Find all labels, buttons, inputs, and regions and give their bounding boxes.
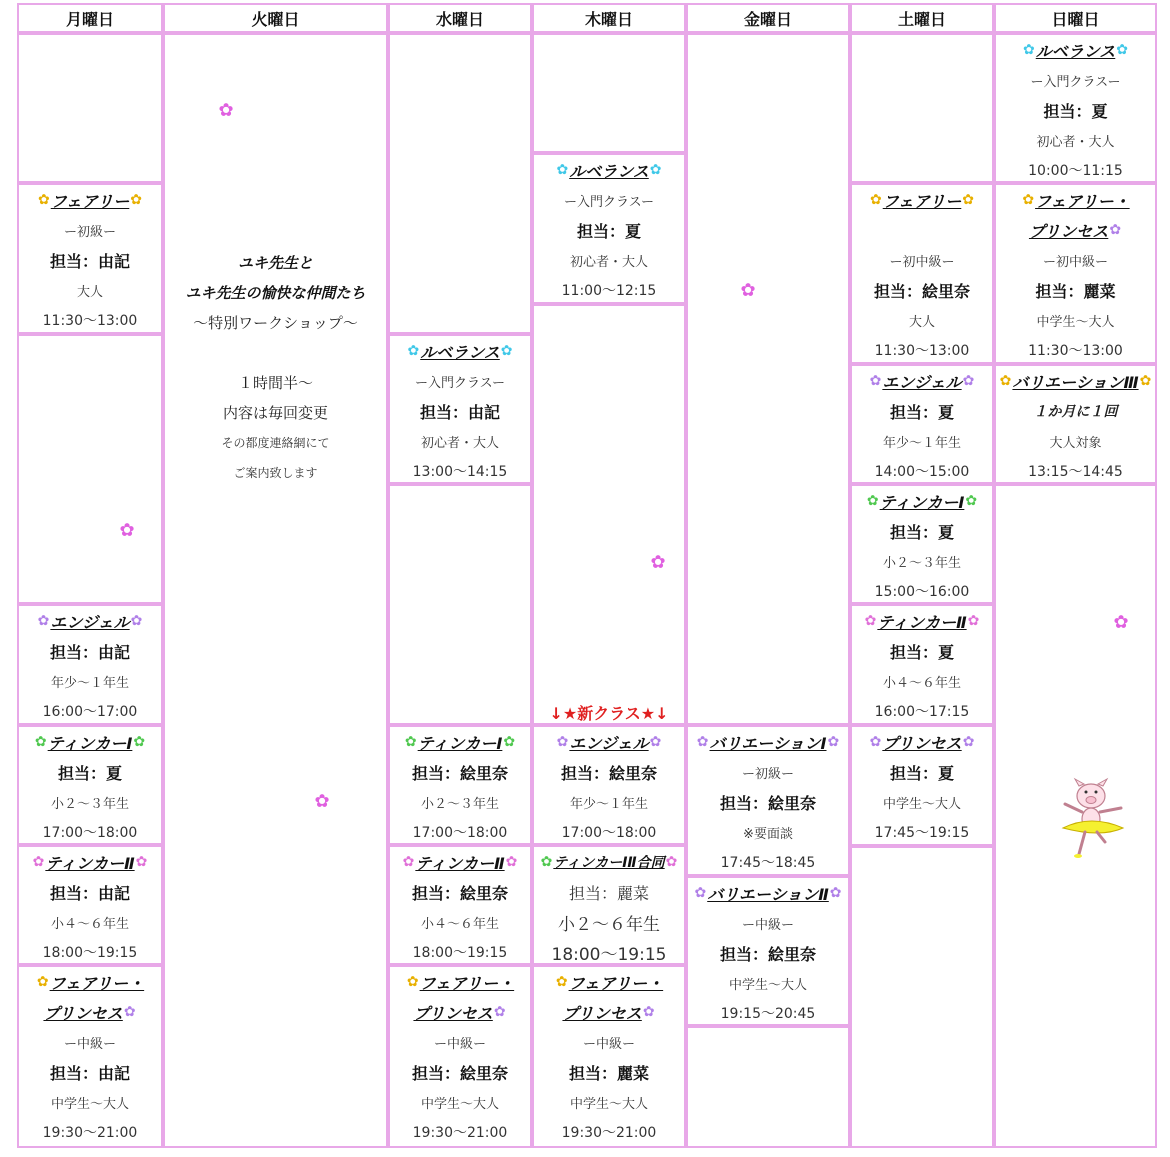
- column-wednesday: [388, 3, 532, 1148]
- class-teacher: 担当：夏: [889, 402, 954, 422]
- class-time: 16:00〜17:15: [874, 704, 970, 720]
- class-level: ー初中級ー: [1042, 254, 1108, 270]
- day-header-tuesday: 火曜日: [163, 3, 388, 33]
- class-title: ティンカーⅡ: [877, 612, 967, 632]
- class-target: 大人: [908, 314, 935, 330]
- class-target: 中学生〜大人: [569, 1096, 648, 1112]
- flower-icon: ✿: [406, 974, 419, 990]
- class-time: 10:00〜11:15: [1028, 163, 1123, 179]
- class-cell-mon-tinker1[interactable]: [17, 725, 163, 845]
- flower-icon: ✿: [696, 734, 709, 750]
- class-time: 16:00〜17:00: [42, 704, 138, 720]
- class-cell-mon-angel[interactable]: [17, 604, 163, 725]
- class-cell-sun-leverance[interactable]: [994, 33, 1157, 183]
- class-title: ティンカーⅠⅡ合同: [553, 855, 665, 871]
- class-teacher: 担当：麗菜: [568, 883, 649, 903]
- class-time: 13:00〜14:15: [412, 464, 508, 480]
- class-title: バリエーションⅠ: [709, 733, 827, 753]
- flower-icon: ✿: [962, 734, 975, 750]
- class-teacher: 担当：絵里奈: [411, 883, 508, 903]
- class-title-2: プリンセス: [413, 1003, 493, 1023]
- flower-icon: ✿: [869, 734, 882, 750]
- class-cell-thu-angel[interactable]: [532, 725, 686, 845]
- flower-icon: ✿: [556, 734, 569, 750]
- class-time: 11:00〜12:15: [561, 283, 657, 299]
- class-target: 小２〜６年生: [558, 914, 660, 935]
- class-target: 小４〜６年生: [420, 916, 499, 932]
- day-header-thursday: 木曜日: [532, 3, 686, 33]
- class-teacher: 担当：夏: [1043, 101, 1108, 121]
- class-level: ー入門クラスー: [1030, 74, 1121, 90]
- class-level: ー初級ー: [741, 766, 794, 782]
- workshop-title-2: ユキ先生の愉快な仲間たち: [185, 283, 366, 302]
- flower-icon: ✿: [1109, 222, 1122, 238]
- flower-icon: ✿: [649, 734, 662, 750]
- class-title: フェアリー・: [568, 973, 664, 993]
- flower-icon: ✿: [1116, 42, 1128, 58]
- class-teacher: 担当：由記: [419, 402, 500, 422]
- class-time: 19:15〜20:45: [720, 1006, 816, 1022]
- flower-icon: ✿: [130, 192, 143, 208]
- class-cell-mon-fairy[interactable]: [17, 183, 163, 334]
- empty-slot: [850, 33, 994, 183]
- class-cell-sat-fairy[interactable]: [850, 183, 994, 364]
- class-teacher: 担当：夏: [889, 642, 954, 662]
- class-target: 小４〜６年生: [50, 916, 129, 932]
- flower-icon: ✿: [866, 493, 879, 509]
- class-title: フェアリー・: [49, 973, 145, 993]
- class-time: 11:30〜13:00: [874, 343, 970, 359]
- class-title: エンジェル: [569, 733, 649, 753]
- class-teacher: 担当：絵里奈: [719, 944, 816, 964]
- empty-slot: [17, 33, 163, 183]
- class-target: 年少〜１年生: [882, 435, 961, 451]
- class-title: フェアリー・: [419, 973, 515, 993]
- class-level: ー中級ー: [582, 1036, 635, 1052]
- class-target: 中学生〜大人: [1036, 314, 1115, 330]
- flower-icon: ✿: [123, 1004, 136, 1020]
- class-cell-wed-tinker1[interactable]: [388, 725, 532, 845]
- flower-icon: ✿: [1022, 192, 1035, 208]
- flower-icon: ✿: [827, 734, 840, 750]
- class-target: 初心者・大人: [569, 254, 648, 270]
- class-target: 小２〜３年生: [50, 796, 129, 812]
- class-teacher: 担当：夏: [889, 763, 954, 783]
- class-teacher: 担当：絵里奈: [873, 281, 970, 301]
- class-note: １か月に１回: [1033, 404, 1118, 420]
- class-time: 15:00〜16:00: [874, 584, 970, 600]
- class-target: 小４〜６年生: [882, 675, 961, 691]
- column-monday: [17, 3, 163, 1148]
- flower-icon: ✿: [407, 343, 420, 359]
- class-target: 初心者・大人: [1036, 134, 1115, 150]
- flower-icon: ✿: [962, 373, 975, 389]
- class-teacher: 担当：絵里奈: [560, 763, 657, 783]
- class-title: フェアリー・: [1035, 191, 1130, 211]
- class-time: 18:00〜19:15: [412, 945, 508, 961]
- class-cell-sat-tinker2[interactable]: [850, 604, 994, 725]
- day-header-sunday: 日曜日: [994, 3, 1157, 33]
- new-class-label: ↓★新クラス★↓: [549, 703, 669, 723]
- workshop-title-1: ユキ先生と: [237, 253, 313, 272]
- column-friday: [686, 3, 850, 1148]
- empty-slot: [686, 33, 850, 725]
- class-title-2: プリンセス: [562, 1003, 642, 1023]
- flower-icon: ✿: [556, 162, 569, 178]
- class-target: 中学生〜大人: [728, 977, 807, 993]
- class-target: 年少〜１年生: [50, 675, 129, 691]
- flower-icon: ✿: [119, 519, 135, 541]
- class-time: 11:30〜13:00: [42, 313, 138, 329]
- flower-icon: ✿: [829, 885, 842, 901]
- class-title: ティンカーⅠ: [417, 733, 503, 753]
- flower-icon: ✿: [493, 1004, 506, 1020]
- flower-icon: ✿: [1023, 42, 1035, 58]
- class-level: ー初級ー: [63, 224, 116, 240]
- flower-icon: ✿: [650, 551, 666, 573]
- flower-icon: ✿: [500, 343, 513, 359]
- class-level: ー中級ー: [433, 1036, 486, 1052]
- flower-icon: ✿: [37, 192, 50, 208]
- class-cell-mon-fairy-princess[interactable]: [17, 965, 163, 1148]
- class-teacher: 担当：夏: [576, 221, 641, 241]
- class-title: ルベランス: [1035, 41, 1116, 61]
- workshop-note-1: その都度連絡網にて: [221, 435, 330, 450]
- flower-icon: ✿: [869, 373, 882, 389]
- class-cell-sun-fairy-princess[interactable]: [994, 183, 1157, 364]
- empty-slot: [17, 334, 163, 604]
- class-time: 13:15〜14:45: [1028, 464, 1123, 480]
- class-teacher: 担当：夏: [57, 763, 122, 783]
- class-title-2: プリンセス: [43, 1003, 123, 1023]
- class-cell-thu-leverance[interactable]: [532, 153, 686, 304]
- flower-icon: ✿: [965, 493, 978, 509]
- class-target: 中学生〜大人: [882, 796, 961, 812]
- class-teacher: 担当：由記: [49, 1063, 130, 1083]
- class-teacher: 担当：絵里奈: [411, 1063, 508, 1083]
- class-teacher: 担当：絵里奈: [719, 793, 816, 813]
- class-target: 中学生〜大人: [420, 1096, 499, 1112]
- class-target: 年少〜１年生: [569, 796, 648, 812]
- class-level: ー初中級ー: [889, 254, 955, 270]
- class-title: ルベランス: [569, 161, 649, 181]
- class-title: ティンカーⅡ: [45, 853, 135, 873]
- empty-slot: [388, 484, 532, 725]
- class-teacher: 担当：由記: [49, 251, 130, 271]
- class-time: 18:00〜19:15: [551, 944, 667, 965]
- day-header-monday: 月曜日: [17, 3, 163, 33]
- class-title: ティンカーⅡ: [415, 853, 505, 873]
- ballerina-pig-illustration: [1041, 776, 1136, 861]
- workshop-note-2: ご案内致します: [233, 465, 318, 480]
- class-level: ー入門クラスー: [415, 375, 505, 391]
- day-header-wednesday: 水曜日: [388, 3, 532, 33]
- workshop-subtitle: 〜特別ワークショップ〜: [193, 313, 358, 332]
- class-level: ー中級ー: [741, 917, 794, 933]
- flower-icon: ✿: [869, 192, 882, 208]
- class-teacher: 担当：由記: [49, 642, 130, 662]
- class-cell-wed-fairy-princess[interactable]: [388, 965, 532, 1148]
- class-time: 19:30〜21:00: [412, 1125, 508, 1141]
- schedule-table: [17, 3, 1157, 1148]
- class-cell-sat-angel[interactable]: [850, 364, 994, 484]
- column-sunday: [994, 3, 1157, 1148]
- day-header-friday: 金曜日: [686, 3, 850, 33]
- class-title-2: プリンセス: [1028, 221, 1109, 241]
- flower-icon: ✿: [642, 1004, 655, 1020]
- class-cell-sat-tinker1[interactable]: [850, 484, 994, 604]
- class-target: ※要面談: [743, 826, 793, 842]
- class-time: 17:00〜18:00: [42, 825, 138, 841]
- class-time: 18:00〜19:15: [42, 945, 138, 961]
- class-cell-sat-princess[interactable]: [850, 725, 994, 846]
- flower-icon: ✿: [503, 734, 516, 750]
- class-cell-wed-tinker2[interactable]: [388, 845, 532, 965]
- empty-slot: [686, 1026, 850, 1148]
- class-time: 17:00〜18:00: [561, 825, 657, 841]
- empty-slot: [388, 33, 532, 334]
- flower-icon: ✿: [967, 613, 980, 629]
- workshop-content: 内容は毎回変更: [222, 403, 328, 422]
- class-time: 19:30〜21:00: [42, 1125, 138, 1141]
- flower-icon: ✿: [1139, 373, 1152, 389]
- class-cell-sun-variation3[interactable]: [994, 364, 1157, 484]
- class-title: エンジェル: [882, 372, 962, 392]
- column-thursday: [532, 3, 686, 1148]
- flower-icon: ✿: [218, 99, 234, 121]
- class-level: ー入門クラスー: [564, 194, 654, 210]
- class-teacher: 担当：絵里奈: [411, 763, 508, 783]
- class-cell-wed-leverance[interactable]: [388, 334, 532, 484]
- flower-icon: ✿: [135, 854, 148, 870]
- class-target: 大人: [76, 284, 103, 300]
- class-target: 大人対象: [1049, 435, 1102, 451]
- flower-icon: ✿: [665, 854, 678, 870]
- class-teacher: 担当：夏: [889, 522, 954, 542]
- class-title: ティンカーⅠ: [879, 492, 965, 512]
- empty-slot: [994, 484, 1157, 1148]
- class-teacher: 担当：由記: [49, 883, 130, 903]
- class-title: ルベランス: [420, 342, 500, 362]
- class-cell-thu-tinker-joint[interactable]: [532, 845, 686, 965]
- flower-icon: ✿: [402, 854, 415, 870]
- flower-icon: ✿: [540, 854, 553, 870]
- class-target: 初心者・大人: [420, 435, 499, 451]
- class-target: 小２〜３年生: [882, 555, 961, 571]
- flower-icon: ✿: [314, 790, 330, 812]
- flower-icon: ✿: [694, 885, 707, 901]
- flower-icon: ✿: [133, 734, 146, 750]
- class-time: 11:30〜13:00: [1028, 343, 1123, 359]
- class-target: 中学生〜大人: [50, 1096, 129, 1112]
- flower-icon: ✿: [649, 162, 662, 178]
- class-target: 小２〜３年生: [420, 796, 499, 812]
- class-cell-fri-variation1[interactable]: [686, 725, 850, 876]
- flower-icon: ✿: [864, 613, 877, 629]
- workshop-cell[interactable]: [163, 33, 388, 1148]
- class-title: プリンセス: [882, 733, 962, 753]
- empty-slot: [532, 33, 686, 153]
- column-tuesday: [163, 3, 388, 1148]
- class-teacher: 担当：麗菜: [568, 1063, 649, 1083]
- flower-icon: ✿: [740, 279, 756, 301]
- flower-icon: ✿: [32, 854, 45, 870]
- flower-icon: ✿: [36, 974, 49, 990]
- flower-icon: ✿: [1113, 611, 1129, 633]
- workshop-duration: １時間半〜: [237, 373, 313, 392]
- flower-icon: ✿: [962, 192, 975, 208]
- day-header-saturday: 土曜日: [850, 3, 994, 33]
- flower-icon: ✿: [999, 373, 1012, 389]
- class-cell-fri-variation2[interactable]: [686, 876, 850, 1026]
- class-time: 17:00〜18:00: [412, 825, 508, 841]
- class-title: フェアリー: [50, 191, 130, 211]
- flower-icon: ✿: [37, 613, 50, 629]
- class-time: 14:00〜15:00: [874, 464, 970, 480]
- class-time: 17:45〜18:45: [720, 855, 816, 871]
- class-title: ティンカーⅠ: [47, 733, 133, 753]
- class-title: エンジェル: [50, 612, 130, 632]
- class-title: フェアリー: [882, 191, 962, 211]
- column-saturday: [850, 3, 994, 1148]
- empty-slot: [532, 304, 686, 725]
- flower-icon: ✿: [404, 734, 417, 750]
- empty-slot: [850, 846, 994, 1148]
- class-level: ー中級ー: [63, 1036, 116, 1052]
- flower-icon: ✿: [505, 854, 518, 870]
- class-title: バリエーションⅡ: [707, 884, 829, 904]
- flower-icon: ✿: [34, 734, 47, 750]
- class-cell-thu-fairy-princess[interactable]: [532, 965, 686, 1148]
- class-time: 17:45〜19:15: [874, 825, 970, 841]
- flower-icon: ✿: [130, 613, 143, 629]
- class-time: 19:30〜21:00: [561, 1125, 657, 1141]
- class-cell-mon-tinker2[interactable]: [17, 845, 163, 965]
- class-title: バリエーションⅢ: [1012, 372, 1139, 392]
- class-teacher: 担当：麗菜: [1035, 281, 1116, 301]
- flower-icon: ✿: [555, 974, 568, 990]
